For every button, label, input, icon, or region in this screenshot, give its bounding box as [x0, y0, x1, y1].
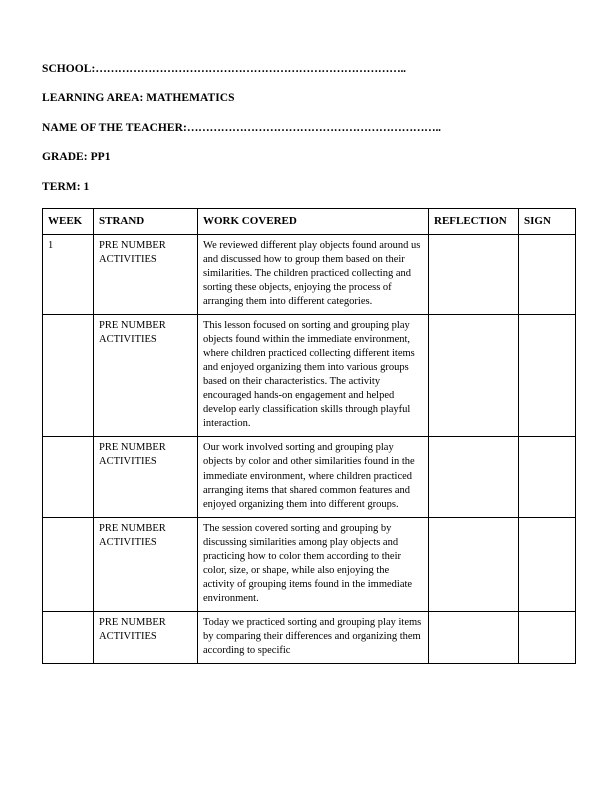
- cell-strand: PRE NUMBER ACTIVITIES: [94, 517, 198, 611]
- learning-area-line: LEARNING AREA: MATHEMATICS: [42, 92, 235, 105]
- column-header-work-covered: WORK COVERED: [198, 208, 429, 234]
- cell-week: [43, 517, 94, 611]
- cell-sign[interactable]: [519, 314, 576, 437]
- column-header-week: WEEK: [43, 208, 94, 234]
- cell-sign[interactable]: [519, 517, 576, 611]
- term-line: TERM: 1: [42, 180, 90, 193]
- cell-week: [43, 437, 94, 517]
- cell-strand: PRE NUMBER ACTIVITIES: [94, 314, 198, 437]
- cell-strand: PRE NUMBER ACTIVITIES: [94, 612, 198, 664]
- cell-strand: PRE NUMBER ACTIVITIES: [94, 234, 198, 314]
- table-header-row: [43, 208, 576, 234]
- table-row: [43, 234, 576, 314]
- column-header-strand: STRAND: [94, 208, 198, 234]
- grade-line: GRADE: PP1: [42, 151, 111, 164]
- school-line: [42, 62, 572, 76]
- school-label: SCHOOL:: [42, 63, 96, 75]
- cell-week: [43, 314, 94, 437]
- cell-reflection[interactable]: [429, 314, 519, 437]
- cell-work-covered: We reviewed different play objects found around us and discussed how to group them based on their similarities. The children practiced collecting and sorting these objects, enjoying the process of arranging them into different categories.: [198, 234, 429, 314]
- cell-reflection[interactable]: [429, 517, 519, 611]
- document-header: [42, 62, 572, 194]
- cell-work-covered: Today we practiced sorting and grouping play items by comparing their differences and organizing them according to specific: [198, 612, 429, 664]
- cell-reflection[interactable]: [429, 234, 519, 314]
- cell-reflection[interactable]: [429, 612, 519, 664]
- cell-work-covered: This lesson focused on sorting and grouping play objects found within the immediate environment, where children practiced collecting different items and enjoyed organizing them into various groups based on their characteristics. The activity encouraged hands-on engagement and helped develop early classification skills through playful interaction.: [198, 314, 429, 437]
- cell-reflection[interactable]: [429, 437, 519, 517]
- table-row: [43, 612, 576, 664]
- table-row: [43, 314, 576, 437]
- teacher-dots: …………………………………………………………..: [186, 121, 441, 134]
- cell-sign[interactable]: [519, 437, 576, 517]
- cell-sign[interactable]: [519, 612, 576, 664]
- cell-strand: PRE NUMBER ACTIVITIES: [94, 437, 198, 517]
- cell-week: 1: [43, 234, 94, 314]
- cell-work-covered: The session covered sorting and grouping by discussing similarities among play objects and practicing how to color them according to their color, size, or shape, while also enjoying the activity of grouping items found in the immediate environment.: [198, 517, 429, 611]
- teacher-label: NAME OF THE TEACHER:: [42, 121, 187, 134]
- column-header-sign: SIGN: [519, 208, 576, 234]
- table-row: [43, 517, 576, 611]
- teacher-line: [42, 121, 572, 135]
- column-header-reflection: REFLECTION: [429, 208, 519, 234]
- school-dots: ………………………………………………………………………..: [95, 63, 406, 75]
- table-row: [43, 437, 576, 517]
- cell-work-covered: Our work involved sorting and grouping play objects by color and other similarities found in the immediate environment, where children practiced arranging items that shared common features and enjoyed organizing them into different groups.: [198, 437, 429, 517]
- cell-sign[interactable]: [519, 234, 576, 314]
- cell-week: [43, 612, 94, 664]
- work-covered-table: [42, 208, 576, 664]
